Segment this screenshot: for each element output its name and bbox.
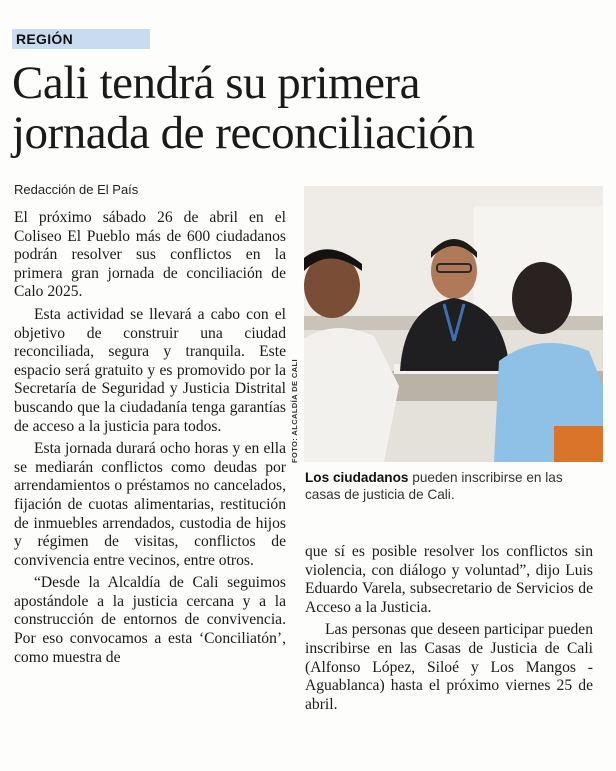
- article-photo: [304, 186, 603, 462]
- photo-illustration: [304, 186, 603, 462]
- photo-credit: FOTO: ALCALDÍA DE CALI: [290, 359, 299, 463]
- article-column-right: [305, 543, 593, 718]
- paragraph-4-continued: que sí es posible resolver los conflictos sin violencia, con diálogo y voluntad”, dijo Luis Eduardo Varela, subsecretario de Servicios de Acceso a la Justicia.: [305, 543, 593, 616]
- paragraph-1: El próximo sábado 26 de abril en el Coliseo El Pueblo más de 600 ciudadanos podrán resolver sus conflictos en la primera gran jornada de conciliación de Calo 2025.: [14, 209, 286, 301]
- section-label: REGIÓN: [12, 29, 150, 49]
- caption-text: pueden inscribirse en las casas de justicia de Cali.: [305, 470, 563, 502]
- paragraph-3: Esta jornada durará ocho horas y en ella se mediarán conflictos como deudas por arrendamientos o préstamos no cancelados, fijación de cuotas alimentarias, restitución de inmuebles arrendados, custodia de hijos y régimen de visitas, conflictos de convivencia entre vecinos, entre otros.: [14, 440, 286, 569]
- paragraph-2: Esta actividad se llevará a cabo con el objetivo de construir una ciudad reconciliada, segura y tranquila. Este espacio será gratuito y es promovido por la Secretaría de Seguridad y Justicia Distrital buscando que la ciudadanía tenga garantías de acceso a la justicia para todos.: [14, 305, 286, 435]
- article-column-left: [14, 209, 286, 671]
- byline: Redacción de El País: [14, 182, 139, 197]
- caption-lead: Los ciudadanos: [305, 470, 409, 485]
- photo-caption: [305, 469, 601, 503]
- paragraph-4: “Desde la Alcaldía de Cali seguimos apostándole a la justicia cercana y a la construcción de entornos de convivencia. Por eso convocamos a esta ‘Conciliatón’, como muestra de: [14, 574, 286, 666]
- headline-line-1: Cali tendrá su primera: [12, 57, 420, 109]
- paragraph-5: Las personas que deseen participar pueden inscribirse en las Casas de Justicia de Cali (Alfonso López, Siloé y Los Mangos - Aguablanca) hasta el próximo viernes 25 de abril.: [305, 621, 593, 713]
- headline: [12, 58, 608, 158]
- headline-line-2: jornada de reconciliación: [12, 107, 475, 159]
